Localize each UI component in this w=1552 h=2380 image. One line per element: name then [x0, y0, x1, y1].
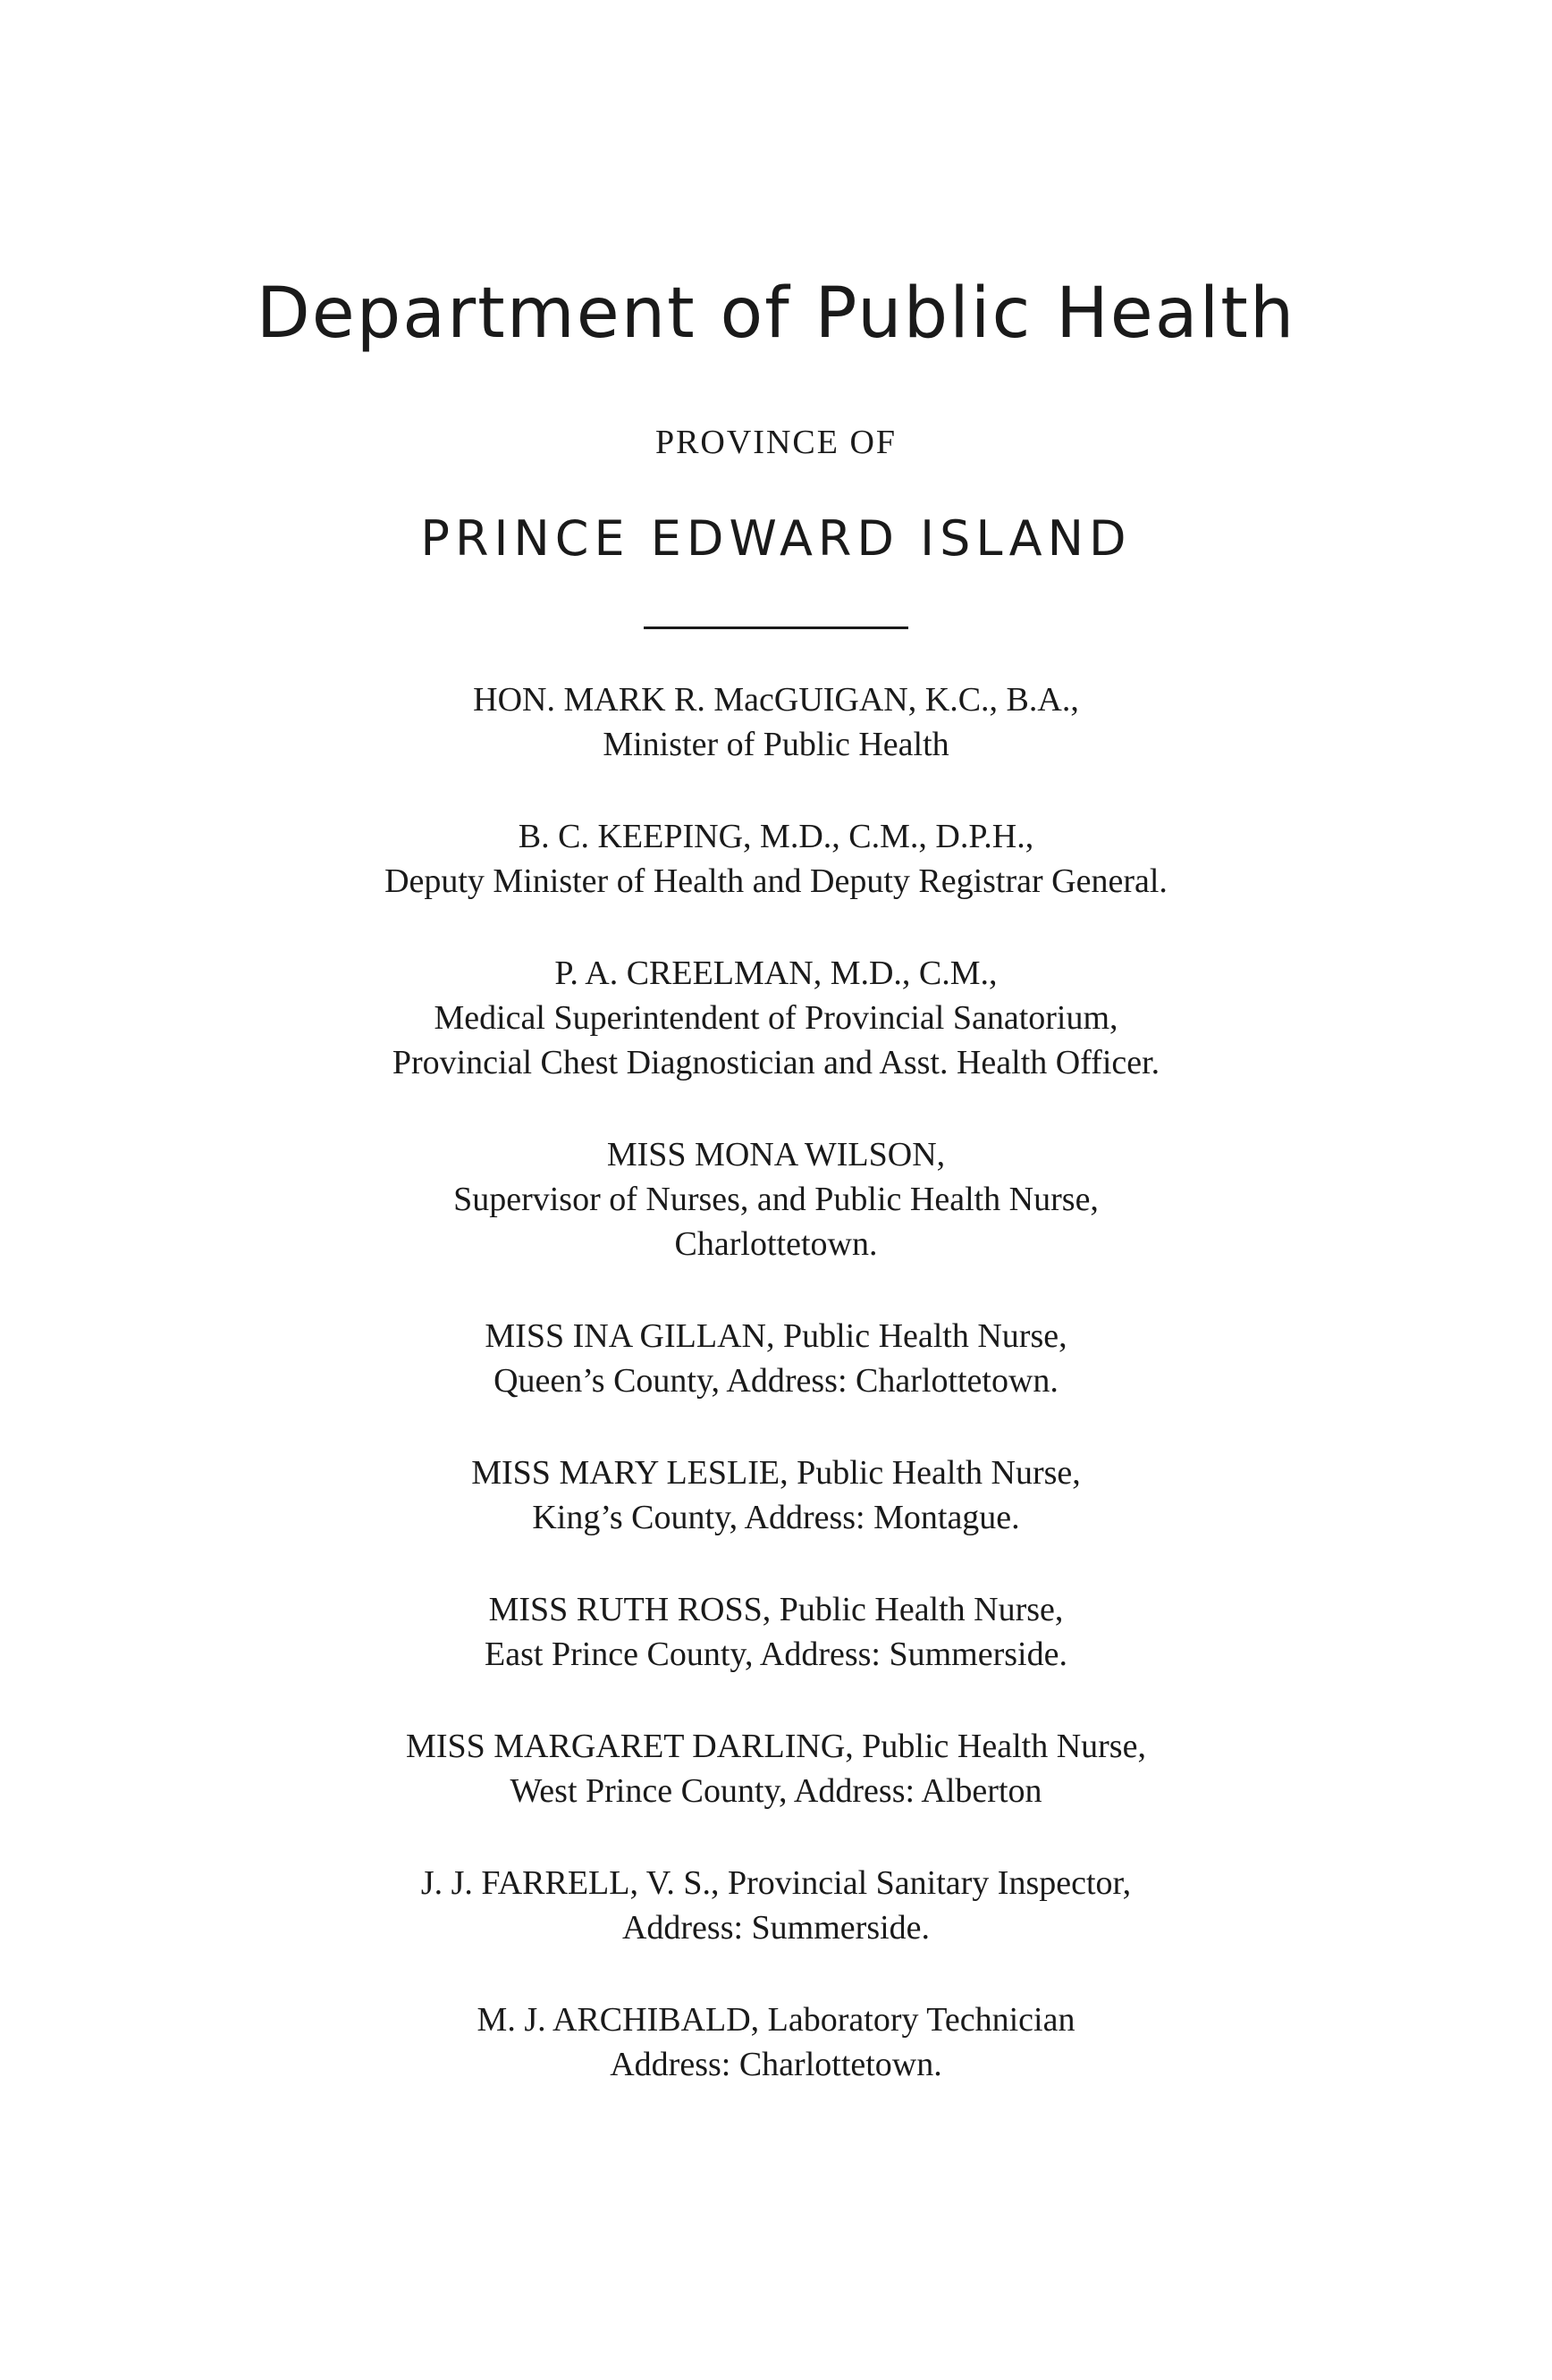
staff-name-line: J. J. FARRELL, V. S., Provincial Sanitary Inspector, — [420, 1864, 1132, 1902]
staff-address-line: Queen’s County, Address: Charlottetown. — [493, 1362, 1059, 1400]
staff-title-line: Medical Superintendent of Provincial Sanatorium, — [434, 999, 1118, 1037]
staff-title-line: Provincial Chest Diagnostician and Asst. Health Officer. — [392, 1044, 1160, 1081]
staff-name-line: P. A. CREELMAN, M.D., C.M., — [554, 955, 998, 992]
staff-entry — [0, 1451, 1552, 1540]
staff-name-line: M. J. ARCHIBALD, Laboratory Technician — [477, 2001, 1075, 2039]
staff-entry — [0, 814, 1552, 904]
staff-address-line: Address: Summerside. — [621, 1909, 931, 1947]
staff-name-line: MISS MARGARET DARLING, Public Health Nurse, — [406, 1728, 1146, 1765]
staff-entry — [0, 1132, 1552, 1266]
staff-entry — [0, 1861, 1552, 1950]
staff-address-line: King’s County, Address: Montague. — [532, 1499, 1020, 1536]
staff-name-line: MISS INA GILLAN, Public Health Nurse, — [485, 1317, 1067, 1355]
staff-address-line: East Prince County, Address: Summerside. — [485, 1636, 1067, 1673]
staff-address-line: West Prince County, Address: Alberton — [510, 1772, 1042, 1810]
staff-entry — [0, 1724, 1552, 1813]
province-name: PRINCE EDWARD ISLAND — [420, 510, 1132, 567]
page-title: Department of Public Health — [256, 273, 1296, 354]
staff-entry — [0, 951, 1552, 1085]
staff-name-line: MISS RUTH ROSS, Public Health Nurse, — [488, 1591, 1064, 1628]
staff-address-line: Charlottetown. — [674, 1225, 878, 1263]
staff-name-line: MISS MONA WILSON, — [606, 1136, 946, 1173]
staff-name-line: HON. MARK R. MacGUIGAN, K.C., B.A., — [473, 681, 1079, 719]
staff-list — [0, 677, 1552, 2134]
staff-title-line: Minister of Public Health — [603, 726, 949, 763]
staff-title-line: Deputy Minister of Health and Deputy Registrar General. — [384, 862, 1168, 900]
staff-entry — [0, 677, 1552, 767]
staff-address-line: Address: Charlottetown. — [610, 2046, 942, 2083]
province-label: PROVINCE OF — [654, 424, 898, 461]
divider-rule — [644, 627, 908, 629]
staff-title-line: Supervisor of Nurses, and Public Health Nurse, — [453, 1181, 1099, 1218]
staff-name-line: MISS MARY LESLIE, Public Health Nurse, — [471, 1454, 1081, 1492]
staff-name-line: B. C. KEEPING, M.D., C.M., D.P.H., — [518, 818, 1034, 855]
staff-entry — [0, 1997, 1552, 2087]
staff-entry — [0, 1587, 1552, 1677]
staff-entry — [0, 1314, 1552, 1403]
